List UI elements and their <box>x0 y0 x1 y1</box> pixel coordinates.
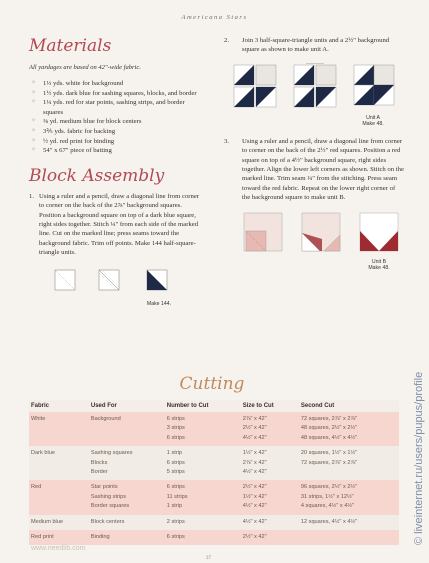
block-assembly-steps <box>29 192 205 258</box>
table-row <box>29 459 399 468</box>
table-cell: Blocks <box>89 459 165 468</box>
table-cell: 6 strips <box>165 412 241 424</box>
table-cell: 1½" x 42" <box>241 493 299 502</box>
unit-a-mid <box>294 63 336 107</box>
step-number: 3. <box>224 137 230 145</box>
table-cell <box>299 468 399 480</box>
materials-item: ✧ 1½ yds. dark blue for sashing squares, blocks, and border <box>29 89 205 99</box>
table-cell: 6 strips <box>165 480 241 492</box>
step-2 <box>224 36 404 55</box>
table-cell: Sashing squares <box>89 446 165 458</box>
unit-b-caption <box>356 259 402 271</box>
side-watermark <box>404 90 424 550</box>
table-cell: Medium blue <box>29 515 89 530</box>
table-cell: 6 strips <box>165 530 241 545</box>
materials-note: All yardages are based on 42"-wide fabric. <box>29 64 141 71</box>
step-number: 1. <box>29 192 35 200</box>
table-cell <box>29 459 89 468</box>
unit-a-right <box>354 65 394 105</box>
unit-b-step-2 <box>302 213 340 251</box>
table-row <box>29 530 399 545</box>
table-row <box>29 446 399 458</box>
unit-b-diagram <box>242 211 404 285</box>
hst-diagram-svg <box>51 266 181 296</box>
table-cell: 1½" x 42" <box>241 446 299 458</box>
table-cell: 4½" x 42" <box>241 502 299 514</box>
step-number: 2. <box>224 37 230 44</box>
unit-b-make: Make 48. <box>368 264 390 271</box>
unit-b-label: Unit B <box>371 258 387 265</box>
table-cell: 4½" x 42" <box>241 515 299 530</box>
unit-a-diagram <box>232 63 404 133</box>
running-head: Americana Stars <box>181 14 248 21</box>
table-cell: 6 strips <box>165 434 241 446</box>
table-cell: White <box>29 412 89 424</box>
table-cell: 6 strips <box>165 459 241 468</box>
table-cell: Background <box>89 412 165 424</box>
table-cell: 2⅞" x 42" <box>241 459 299 468</box>
table-cell: 2½" x 42" <box>241 530 299 545</box>
table-cell: Star points <box>89 480 165 492</box>
table-cell: 20 squares, 1½" x 1½" <box>299 446 399 458</box>
materials-item: ✧ ⅜ yd. medium blue for block centers <box>29 117 205 127</box>
step-text: Using a ruler and a pencil, draw a diagonal line from corner to corner on the back of the 2⅞" background squares. Position a background square on top of a dark blue square, right sides together. Stitch ¼" from each side of the marked line. Cut on the marked line; press seams toward the background fabric. Trim off points. Make 144 half-square-triangle units. <box>39 192 200 257</box>
table-row <box>29 480 399 492</box>
table-cell: 4 squares, 4½" x 4½" <box>299 502 399 514</box>
table-cell: Block centers <box>89 515 165 530</box>
page-number: 37 <box>206 556 211 561</box>
table-cell: 1 strip <box>165 502 241 514</box>
column-header: Second Cut <box>299 400 399 412</box>
unit-b-step-1 <box>244 213 282 251</box>
cutting-table <box>29 400 399 545</box>
materials-item: ✧ 1¼ yds. red for star points, sashing strips, and border squares <box>29 98 205 117</box>
table-cell <box>89 434 165 446</box>
table-row <box>29 493 399 502</box>
table-cell: Border squares <box>89 502 165 514</box>
left-column <box>29 36 205 307</box>
site-watermark: www.needlib.com <box>31 545 86 552</box>
step-1 <box>29 192 205 258</box>
side-watermark-text: © liveinternet.ru/users/pupus/profile <box>413 371 425 545</box>
table-cell: 72 squares, 2⅞" x 2⅞" <box>299 412 399 424</box>
step-text: Using a ruler and a pencil, draw a diagonal line from corner to corner on the back of the 2½" red squares. Position a red square on top of a 4½" background square, right sides together. Align the lower left corners as shown. Stitch on the marked line. Trim seam ¼" from the stitching. Press seam toward the red fabric. Repeat on the lower right corner of the background square to make unit B. <box>242 137 404 202</box>
table-row <box>29 468 399 480</box>
materials-item: ✧ 54" x 67" piece of batting <box>29 146 205 156</box>
table-cell: 31 strips, 1½" x 12½" <box>299 493 399 502</box>
cutting-table-body <box>29 412 399 545</box>
step-3 <box>224 137 404 203</box>
table-cell <box>89 424 165 433</box>
unit-a-left <box>234 65 276 107</box>
table-cell <box>299 530 399 545</box>
column-header: Size to Cut <box>241 400 299 412</box>
table-cell: 96 squares, 2½" x 2½" <box>299 480 399 492</box>
column-header: Number to Cut <box>165 400 241 412</box>
table-cell: Sashing strips <box>89 493 165 502</box>
right-column <box>224 36 404 285</box>
table-cell: Dark blue <box>29 446 89 458</box>
unit-b-finished <box>360 213 398 251</box>
table-cell: 12 squares, 4½" x 4½" <box>299 515 399 530</box>
column-header: Used For <box>89 400 165 412</box>
table-cell <box>29 493 89 502</box>
table-cell: 3 strips <box>165 424 241 433</box>
hst-diagram <box>51 266 205 307</box>
table-cell: 2½" x 42" <box>241 480 299 492</box>
table-row <box>29 515 399 530</box>
unit-a-svg <box>232 63 402 115</box>
table-cell <box>29 468 89 480</box>
cutting-table-header <box>29 400 399 412</box>
table-row <box>29 434 399 446</box>
table-cell: 72 squares, 2⅞" x 2⅞" <box>299 459 399 468</box>
cutting-section <box>29 374 395 545</box>
materials-list <box>29 79 205 156</box>
table-cell: 4½" x 42" <box>241 468 299 480</box>
table-cell: 48 squares, 4½" x 4½" <box>299 434 399 446</box>
cutting-heading: Cutting <box>179 374 245 394</box>
step-text: Join 3 half-square-triangle units and a 2½" background square as shown to make unit A. <box>242 37 390 54</box>
table-row <box>29 412 399 424</box>
table-cell: 48 squares, 2½" x 2½" <box>299 424 399 433</box>
table-cell: 4½" x 42" <box>241 434 299 446</box>
table-cell: 1 strip <box>165 446 241 458</box>
materials-item: ✧ 1⅓ yds. white for background <box>29 79 205 89</box>
table-cell: Border <box>89 468 165 480</box>
table-cell: 2⅞" x 42" <box>241 412 299 424</box>
unit-a-caption <box>348 115 398 127</box>
table-cell <box>29 424 89 433</box>
table-cell: 2 strips <box>165 515 241 530</box>
unit-b-svg <box>242 211 402 259</box>
table-cell: 5 strips <box>165 468 241 480</box>
materials-heading: Materials <box>29 36 112 56</box>
table-cell: Red <box>29 480 89 492</box>
materials-item: ✧ 3⅖ yds. fabric for backing <box>29 127 205 137</box>
materials-item: ✧ ½ yd. red print for binding <box>29 137 205 147</box>
block-assembly-heading: Block Assembly <box>29 165 165 186</box>
make-144-caption: Make 144. <box>146 300 172 307</box>
table-cell: 11 strips <box>165 493 241 502</box>
unit-a-make: Make 48. <box>362 120 384 127</box>
table-row <box>29 502 399 514</box>
column-header: Fabric <box>29 400 89 412</box>
table-cell <box>29 502 89 514</box>
table-row <box>29 424 399 433</box>
table-cell: Red print <box>29 530 89 545</box>
table-cell: Binding <box>89 530 165 545</box>
unit-a-label: Unit A <box>366 114 380 121</box>
table-cell: 2½" x 42" <box>241 424 299 433</box>
table-cell <box>29 434 89 446</box>
